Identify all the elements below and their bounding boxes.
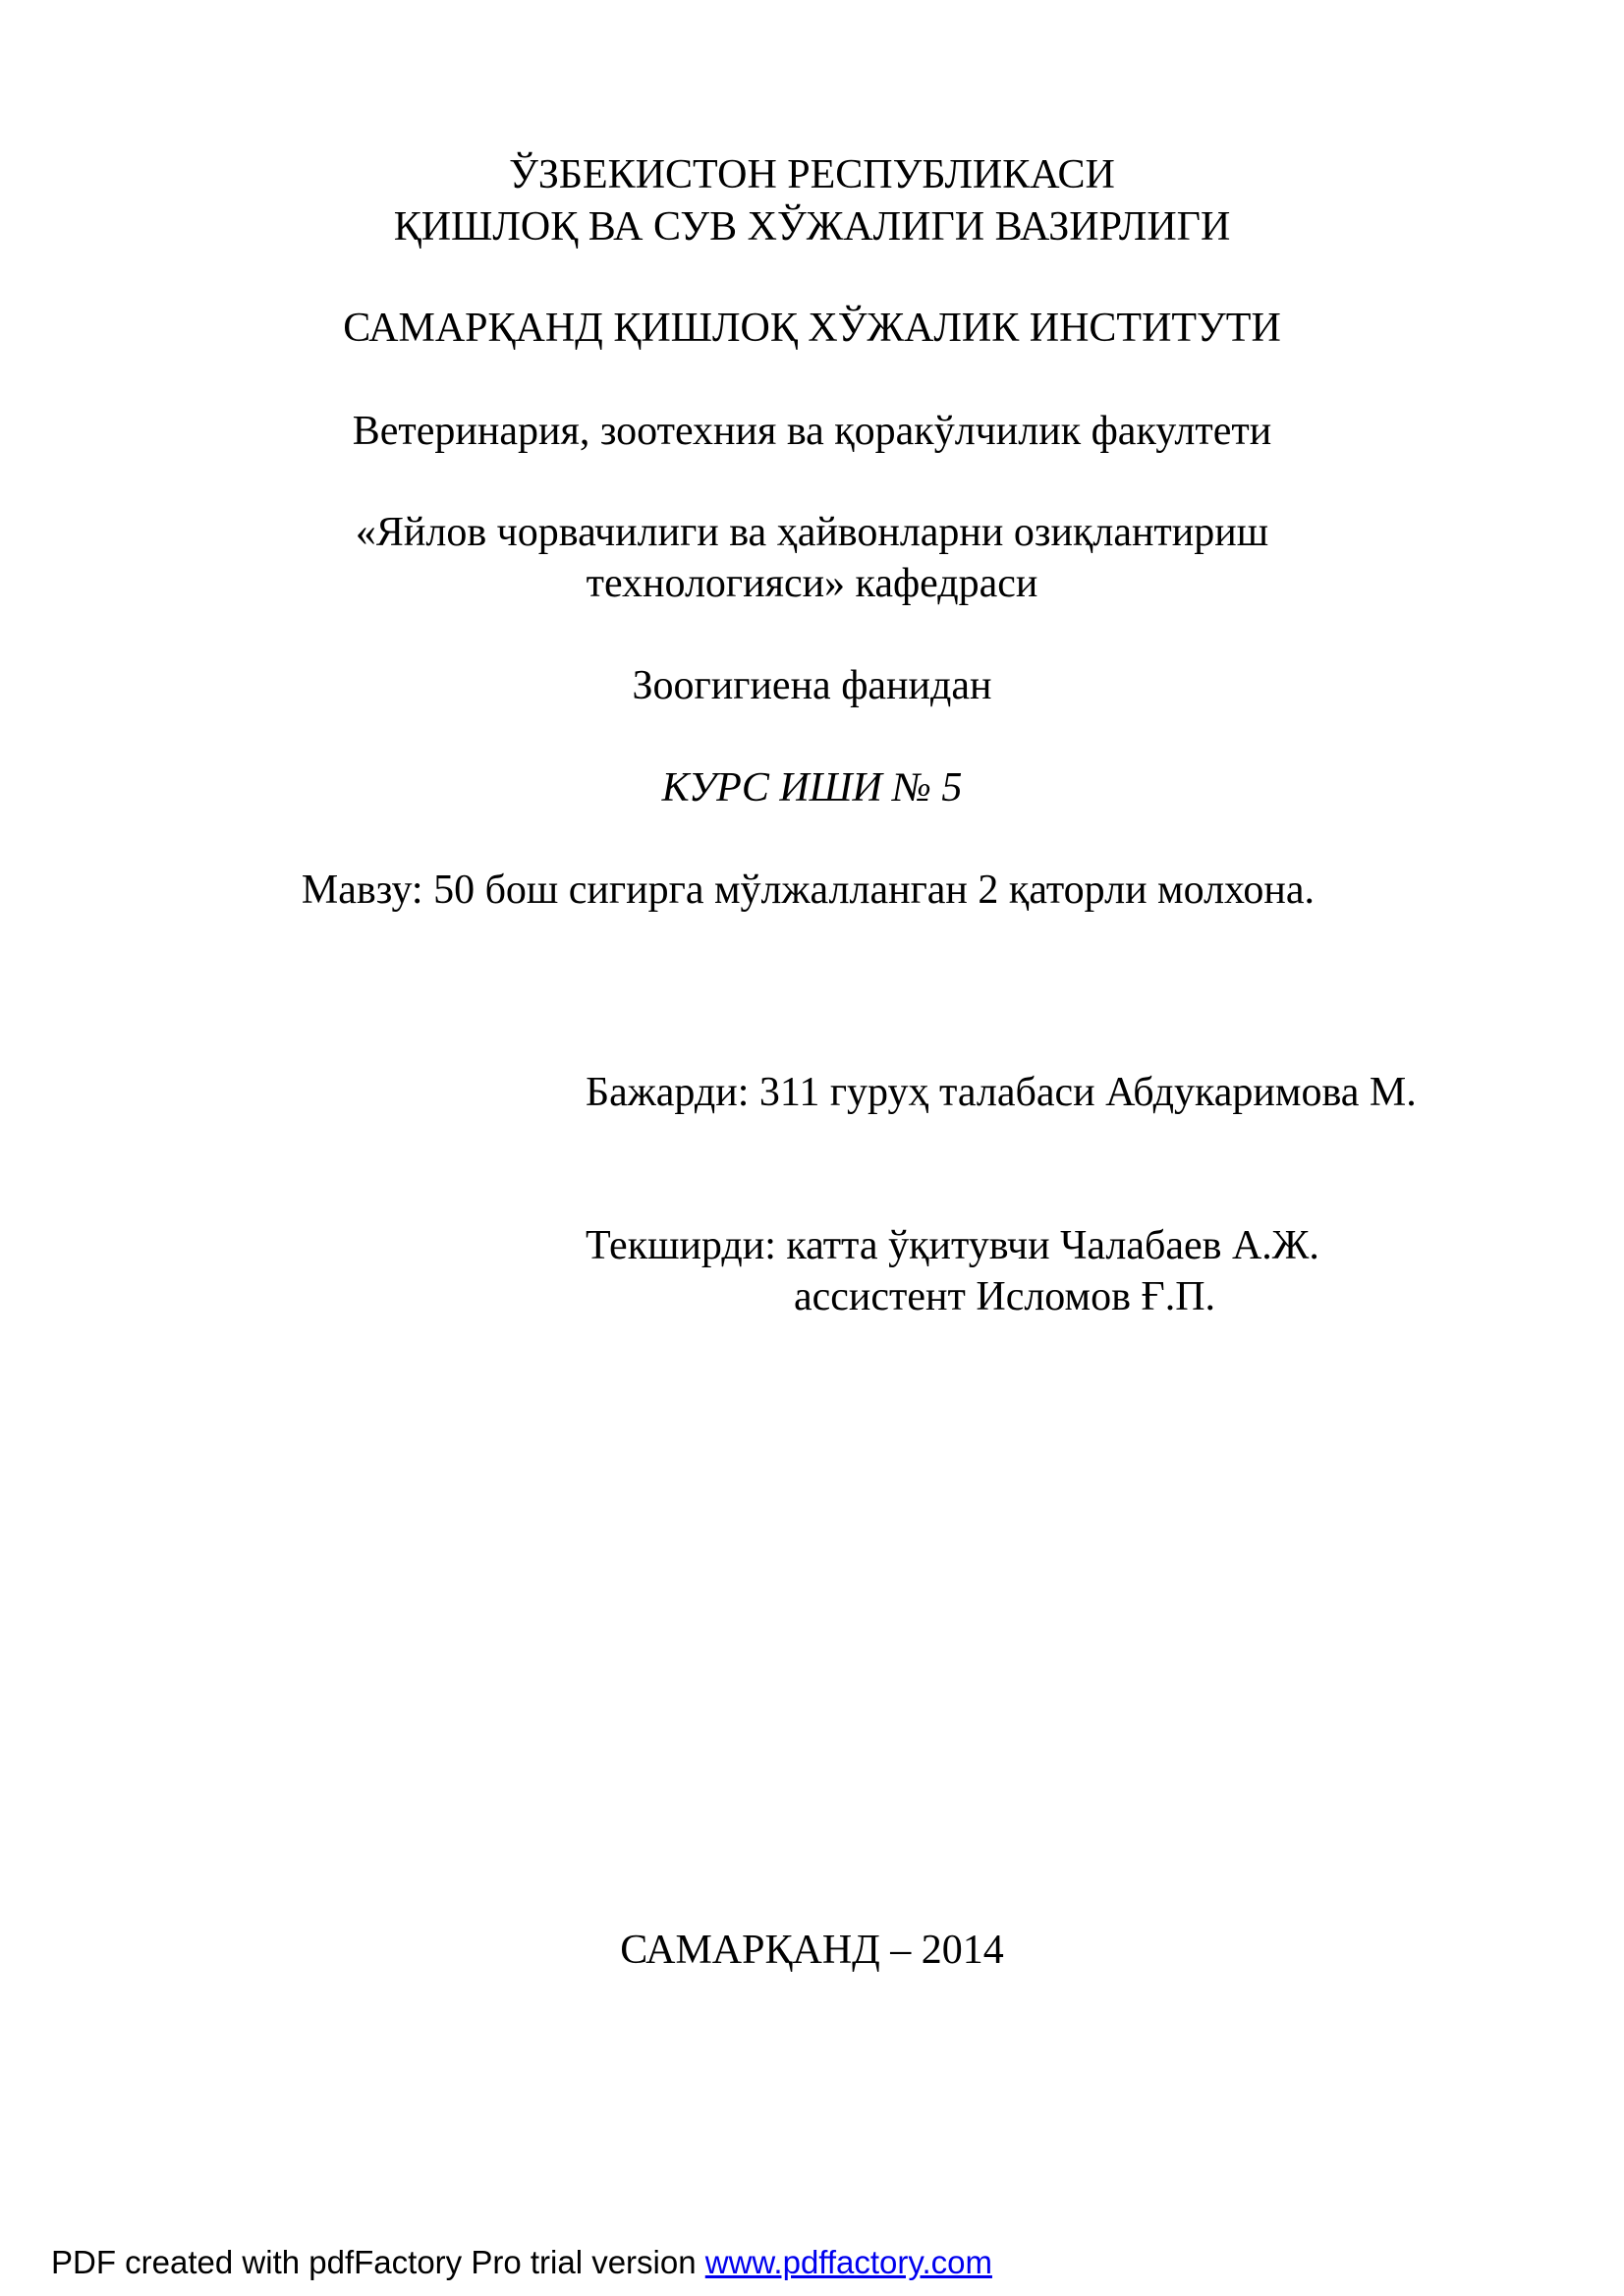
pdf-footer-text: PDF created with pdfFactory Pro trial version <box>51 2244 705 2280</box>
institute-name: САМАРҚАНД ҚИШЛОҚ ХЎЖАЛИК ИНСТИТУТИ <box>343 306 1281 351</box>
department-name-line1: «Яйлов чорвачилиги ва ҳайвонларни озиқлантириш <box>355 510 1269 555</box>
city-year: САМАРҚАНД – 2014 <box>620 1928 1004 1973</box>
checked-by-line2: ассистент Исломов Ғ.П. <box>794 1274 1216 1319</box>
work-title: КУРС ИШИ № 5 <box>661 765 963 811</box>
ministry-country-line: ЎЗБЕКИСТОН РЕСПУБЛИКАСИ <box>509 152 1115 197</box>
pdf-footer <box>51 2243 992 2282</box>
ministry-name-line: ҚИШЛОҚ ВА СУВ ХЎЖАЛИГИ ВАЗИРЛИГИ <box>393 204 1231 250</box>
performed-by: Бажарди: 311 гуруҳ талабаси Абдукаримова М. <box>586 1070 1417 1115</box>
checked-by-line1: Текширди: катта ўқитувчи Чалабаев А.Ж. <box>586 1223 1319 1268</box>
department-name-line2: технологияси» кафедраси <box>586 561 1038 606</box>
pdf-footer-link[interactable]: www.pdffactory.com <box>704 2244 992 2280</box>
faculty-name: Ветеринария, зоотехния ва қоракўлчилик факултети <box>352 409 1272 454</box>
topic-line: Мавзу: 50 бош сигирга мўлжалланган 2 қаторли молхона. <box>301 868 1316 913</box>
subject-line: Зоогигиена фанидан <box>632 663 992 708</box>
